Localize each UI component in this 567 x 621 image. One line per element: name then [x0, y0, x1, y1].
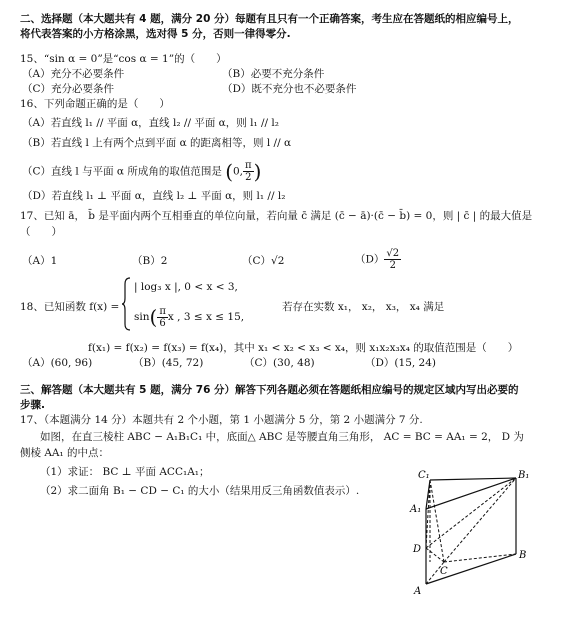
q17b-line2: 如图，在直三棱柱 ABC − A₁B₁C₁ 中，底面△ ABC 是等腰直角三角形， AC = BC = AA₁ = 2， D 为	[40, 431, 524, 443]
q18-case1: | log₃ x |, 0 < x < 3,	[134, 281, 238, 293]
q18-case2	[134, 304, 244, 330]
q17-option-d-prefix: （D）	[355, 253, 385, 266]
q18-option-a: （A）(60, 96)	[22, 357, 93, 369]
q17-stem: 17、已知 ā， b̄ 是平面内两个互相垂直的单位向量，若向量 c̄ 满足 (c̄ − ā)·(c̄ − b̄) = 0，则 | c̄ | 的最大值是	[20, 210, 533, 222]
q16-option-c-prefix: （C）直线 l 与平面 α 所成角的取值范围是	[22, 165, 222, 178]
fraction-denominator: 2	[389, 260, 396, 271]
edge-c1-b1	[430, 478, 516, 480]
q16-interval-left: 0,	[233, 165, 244, 178]
q17-option-c: （C）√2	[242, 255, 285, 267]
q16-option-a: （A）若直线 l₁ // 平面 α，直线 l₂ // 平面 α，则 l₁ // l₂	[22, 117, 279, 129]
fraction-denominator: 6	[159, 317, 166, 329]
q17-paren: （ ）	[20, 226, 62, 238]
prism-figure	[400, 466, 530, 598]
q17-option-a: （A）1	[22, 255, 58, 267]
label-b1: B₁	[518, 470, 530, 481]
q18-equation: f(x₁) = f(x₂) = f(x₃) = f(x₄)，其中 x₁ < x₂ < x₃ < x₄，则 x₁x₂x₃x₄ 的取值范围是（ ）	[88, 342, 519, 354]
q18-suffix: 若存在实数 x₁， x₂， x₃， x₄ 满足	[282, 301, 445, 313]
q18-case2-rest: x , 3 ≤ x ≤ 15,	[167, 311, 245, 323]
q16-option-d: （D）若直线 l₁ ⊥ 平面 α，直线 l₂ ⊥ 平面 α，则 l₁ // l₂	[22, 190, 286, 202]
q15-stem: 15、“sin α = 0”是“cos α = 1”的（ ）	[20, 53, 227, 65]
q18-option-d: （D）(15, 24)	[365, 357, 437, 369]
q17b-sub2: （2）求二面角 B₁ − CD − C₁ 的大小（结果用反三角函数值表示）.	[40, 485, 360, 497]
label-c: C	[440, 566, 448, 577]
q18-option-b: （B）(45, 72)	[133, 357, 204, 369]
edge-d-b1	[426, 478, 516, 548]
label-a: A	[414, 586, 422, 597]
q15-option-d: （D）既不充分也不必要条件	[222, 83, 357, 95]
fraction-numerator: π	[159, 305, 166, 317]
pi-over-6-fraction	[157, 306, 168, 329]
right-paren-icon: )	[253, 159, 262, 184]
q18-prefix: 18、已知函数 f(x) =	[20, 301, 120, 313]
fraction-numerator: π	[245, 160, 252, 171]
left-paren-icon: (	[149, 305, 158, 329]
edge-d-c	[426, 548, 444, 562]
q15-option-c: （C）充分必要条件	[22, 83, 115, 95]
q18-case2-sin: sin	[134, 311, 150, 323]
label-a1: A₁	[410, 504, 422, 515]
section2-header-line1: 二、选择题（本大题共有 4 题，满分 20 分）每题有且只有一个正确答案，考生应在答题纸的相应编号上，	[20, 13, 519, 25]
section2-header-line2: 将代表答案的小方格涂黑，选对得 5 分，否则一律得零分.	[20, 28, 291, 40]
fraction-denominator: 2	[245, 172, 252, 183]
q17b-line3: 侧棱 AA₁ 的中点：	[20, 447, 110, 459]
label-b: B	[519, 550, 527, 561]
pi-over-2-fraction	[243, 160, 254, 183]
section3-header-line2: 步骤.	[20, 399, 45, 411]
q18-option-c: （C）(30, 48)	[244, 357, 315, 369]
q16-option-c	[22, 160, 261, 183]
edge-c1-a1	[426, 480, 430, 509]
fraction-numerator: √2	[386, 248, 400, 259]
label-c1: C₁	[418, 470, 430, 481]
q15-option-a: （A）充分不必要条件	[22, 68, 125, 80]
sqrt2-over-2-fraction	[384, 248, 401, 271]
q16-option-b: （B）若直线 l 上有两个点到平面 α 的距离相等，则 l // α	[22, 137, 292, 149]
label-d: D	[413, 544, 422, 555]
curly-brace-icon	[122, 276, 132, 332]
section3-header-line1: 三、解答题（本大题共有 5 题，满分 76 分）解答下列各题必须在答题纸相应编号的规定区域内写出必要的	[20, 384, 519, 396]
edge-c1-c-diag	[430, 480, 444, 562]
left-paren-icon: (	[225, 159, 233, 184]
q17b-line1: 17、（本题满分 14 分）本题共有 2 个小题，第 1 小题满分 5 分，第 2 小题满分 7 分.	[20, 414, 423, 426]
q17b-sub1: （1）求证： BC ⊥ 平面 ACC₁A₁；	[40, 466, 210, 478]
q15-option-b: （B）必要不充分条件	[222, 68, 325, 80]
q16-stem: 16、下列命题正确的是（ ）	[20, 98, 170, 110]
q17-option-d	[355, 248, 401, 271]
q17-option-b: （B）2	[132, 255, 168, 267]
